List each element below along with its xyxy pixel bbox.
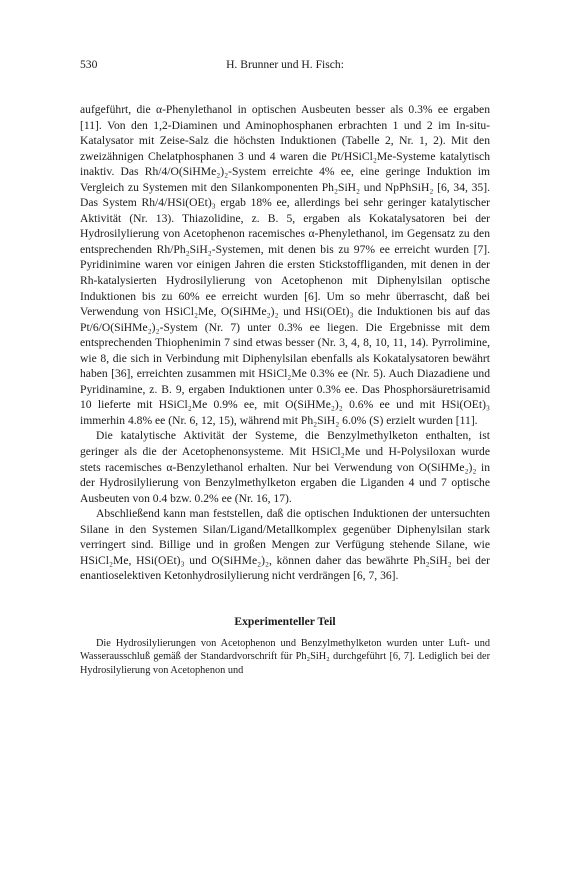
- paragraph-2: Die katalytische Aktivität der Systeme, die Benzylmethylketon enthalten, ist geringer als die der Acetophenonsysteme. Mit HSiCl₂Me und H-Polysiloxan wurde stets racemisches α-Benzylethanol erhalten. Nur bei Verwendung von O(SiHMe₂)₂ in der Hydrosilylierung von Benzylmethylketon ergaben die Liganden 4 und 7 optische Ausbeuten von 0.4 bzw. 0.2% ee (Nr. 16, 17).: [80, 429, 490, 505]
- page-number: 530: [80, 58, 98, 71]
- running-title: H. Brunner und H. Fisch:: [226, 58, 344, 71]
- section-heading: Experimenteller Teil: [234, 614, 336, 628]
- body-text: [80, 102, 490, 677]
- page-header: [80, 58, 490, 78]
- page: [80, 58, 490, 677]
- paragraph-1: aufgeführt, die α-Phenylethanol in optischen Ausbeuten besser als 0.3% ee ergaben [11]. Von den 1,2-Diaminen und Aminophosphanen erbrachten 1 und 2 im In-situ-Katalysator mit Zeise-Salz die höchsten Induktionen (Tabelle 2, Nr. 1, 2). Mit den zweizähnigen Chelatphosphanen 3 und 4 waren die Pt/HSiCl₂Me-Systeme katalytisch inaktiv. Das Rh/4/O(SiHMe₂)₂-System erreichte 4% ee, eine geringe Induktion im Vergleich zu Systemen mit den Silankomponenten Ph₂SiH₂ und NpPhSiH₂ [6, 34, 35]. Das System Rh/4/HSi(OEt)₃ ergab 18% ee, allerdings bei sehr geringer katalytischer Aktivität (Nr. 13). Thiazolidine, z. B. 5, ergaben als Kokatalysatoren bei der Hydrosilylierung von Acetophenon racemisches α-Phenylethanol, im Gegensatz zu den entsprechenden Rh/Ph₂SiH₂-Systemen, mit denen bis zu 97% ee erreicht wurden [7]. Pyridinimine waren vor einigen Jahren die ersten Stickstoffliganden, mit denen in der Rh-katalysierten Hydrosilylierung von Acetophenon mit Diphenylsilan optische Induktionen bis zu 60% ee erreicht wurden [6]. Um so mehr überrascht, daß bei Verwendung von HSiCl₂Me, O(SiHMe₂)₂ und HSi(OEt)₃ die Induktionen bis auf das Pt/6/O(SiHMe₂)₂-System (Nr. 7) unter 0.3% ee liegen. Die Ergebnisse mit dem entsprechenden Thiophenimin 7 sind etwas besser (Nr. 3, 4, 8, 10, 11, 14). Pyrrolimine, wie 8, die sich in Verbindung mit Diphenylsilan ebenfalls als Kokatalysatoren bewährt haben [36], erreichten zusammen mit HSiCl₂Me 0.3% ee (Nr. 5). Auch Diazadiene und Pyridinamine, z. B. 9, ergaben Induktionen unter 0.3% ee. Das Phosphorsäuretrisamid 10 lieferte mit HSiCl₂Me 0.9% ee, mit O(SiHMe₂)₂ 0.6% ee und mit HSi(OEt)₃ immerhin 4.8% ee (Nr. 6, 12, 15), während mit Ph₂SiH₂ 6.0% (S) erzielt wurden [11].: [80, 103, 490, 427]
- paragraph-3: Abschließend kann man feststellen, daß die optischen Induktionen der untersuchten Silane in den Systemen Silan/Ligand/Metallkomplex gegenüber Diphenylsilan stark verringert sind. Billige und in großen Mengen zur Verfügung stehende Silane, wie HSiCl₂Me, HSi(OEt)₃ und O(SiHMe₂)₂, können daher das bewährte Ph₂SiH₂ bei der enantioselektiven Ketonhydrosilylierung nicht verdrängen [6, 7, 36].: [80, 507, 490, 583]
- experimental-paragraph: Die Hydrosilylierungen von Acetophenon und Benzylmethylketon wurden unter Luft- und Wasserausschluß gemäß der Standardvorschrift für Ph₂SiH₂ durchgeführt [6, 7]. Lediglich bei der Hydrosilylierung von Acetophenon und: [80, 637, 490, 676]
